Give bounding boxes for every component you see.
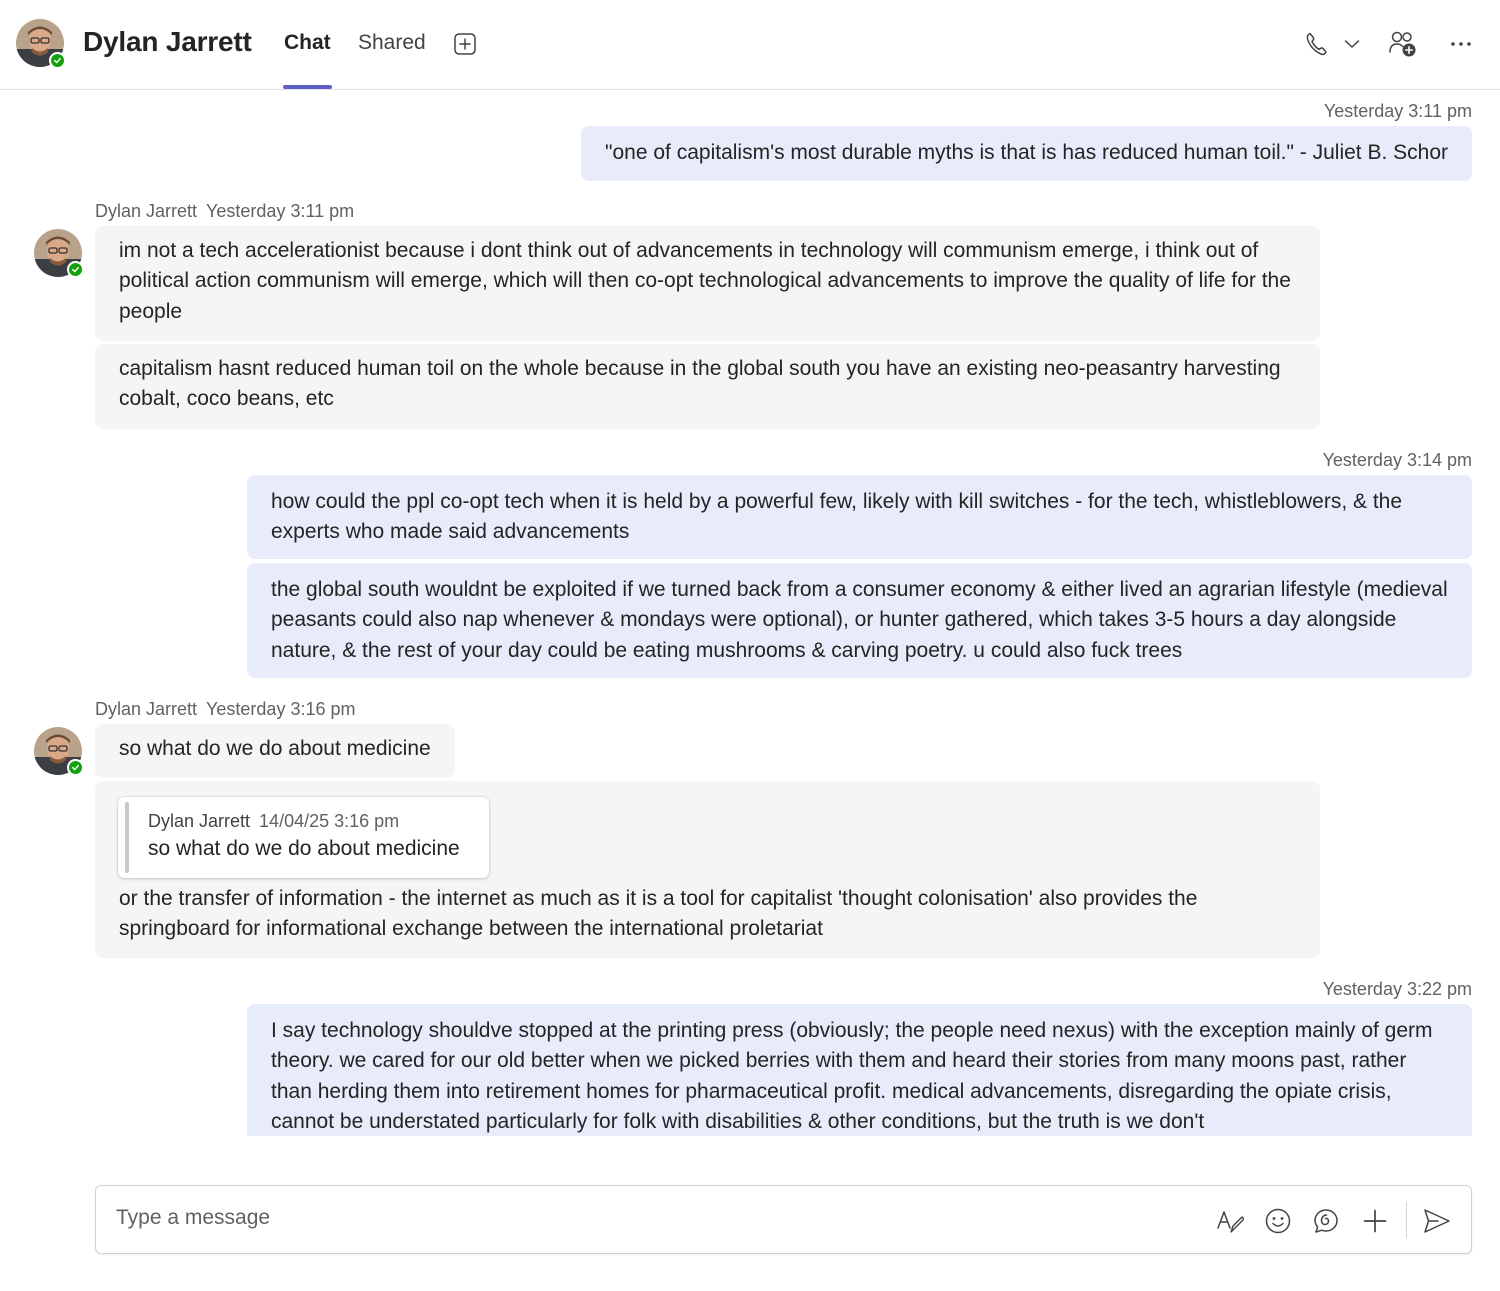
their-message-bubble[interactable]: so what do we do about medicine: [95, 724, 455, 778]
quoted-message[interactable]: [118, 797, 489, 878]
presence-available-icon: [67, 261, 84, 278]
emoji-icon[interactable]: [1264, 1207, 1292, 1235]
message-composer: [95, 1185, 1472, 1254]
sender-name: Dylan Jarrett: [95, 699, 198, 719]
presence-available-icon: [67, 759, 84, 776]
message-timestamp: Yesterday 3:11 pm: [206, 201, 355, 221]
my-message-bubble[interactable]: I say technology shouldve stopped at the printing press (obviously; the people need nexus) with the exception mainly of germ theory. we cared for our old better when we picked berries with them and heard their stories from many moons past, rather than herding them into retirement homes for pharmaceutical profit. medical advancements, disregarding the opiate crisis, cannot be understated particularly for folk with disabilities & other conditions, but the truth is we don't: [247, 1004, 1472, 1164]
chat-title: Dylan Jarrett: [83, 26, 252, 57]
sender-name: Dylan Jarrett: [95, 201, 198, 221]
message-timestamp: Yesterday 3:14 pm: [1322, 450, 1472, 470]
scroll-fade: [0, 1136, 1500, 1186]
send-icon[interactable]: [1423, 1207, 1451, 1235]
composer-divider: [1406, 1202, 1407, 1238]
more-icon[interactable]: [1450, 30, 1472, 58]
message-timestamp: Yesterday 3:11 pm: [1323, 101, 1472, 121]
chevron-down-icon[interactable]: [1343, 30, 1361, 58]
chat-header: [0, 0, 1500, 90]
add-tab-icon[interactable]: [453, 32, 477, 56]
sender-avatar[interactable]: [34, 229, 82, 277]
phone-icon[interactable]: [1303, 30, 1329, 58]
my-message-bubble[interactable]: "one of capitalism's most durable myths is that is has reduced human toil." - Juliet B. Schor: [581, 126, 1472, 181]
quote-text: so what do we do about medicine: [148, 837, 460, 860]
quote-header: [148, 811, 399, 832]
their-message-bubble[interactable]: capitalism hasnt reduced human toil on the whole because in the global south you have an existing neo-peasantry harvesting cobalt, coco beans, etc: [95, 344, 1320, 429]
tab-chat[interactable]: Chat: [284, 31, 331, 54]
quote-sender: Dylan Jarrett: [148, 811, 251, 831]
sender-avatar[interactable]: [34, 727, 82, 775]
message-input[interactable]: [116, 1206, 1116, 1230]
active-tab-indicator: [283, 85, 332, 89]
tab-shared[interactable]: Shared: [358, 31, 426, 54]
loop-icon[interactable]: [1312, 1207, 1340, 1235]
plus-icon[interactable]: [1361, 1207, 1389, 1235]
presence-available-icon: [49, 52, 66, 69]
reply-text: or the transfer of information - the internet as much as it is a tool for capitalist 'thought colonisation' also provides the springboard for informational exchange between the international proletariat: [119, 887, 1198, 941]
format-icon[interactable]: [1216, 1207, 1244, 1235]
quote-timestamp: 14/04/25 3:16 pm: [259, 811, 400, 831]
add-people-icon[interactable]: [1388, 30, 1418, 58]
message-header: [95, 201, 354, 222]
my-message-bubble[interactable]: how could the ppl co-opt tech when it is held by a powerful few, likely with kill switches - for the tech, whistleblowers, & the experts who made said advancements: [247, 475, 1472, 559]
my-message-bubble[interactable]: the global south wouldnt be exploited if we turned back from a consumer economy & either lived an agrarian lifestyle (medieval peasants could also nap whenever & mondays were optional), or hunter gathered, which takes 3-5 hours a day alongside nature, & the rest of your day could be eating mushrooms & carving poetry. u could also fuck trees: [247, 563, 1472, 678]
contact-avatar[interactable]: [16, 19, 64, 67]
message-timestamp: Yesterday 3:16 pm: [206, 699, 356, 719]
message-timestamp: Yesterday 3:22 pm: [1322, 979, 1472, 999]
quote-bar: [125, 802, 129, 873]
message-header: [95, 699, 355, 720]
their-message-bubble[interactable]: im not a tech accelerationist because i dont think out of advancements in technology will communism emerge, i think out of political action communism will emerge, which will then co-opt technological advancements to improve the quality of life for the people: [95, 226, 1320, 341]
